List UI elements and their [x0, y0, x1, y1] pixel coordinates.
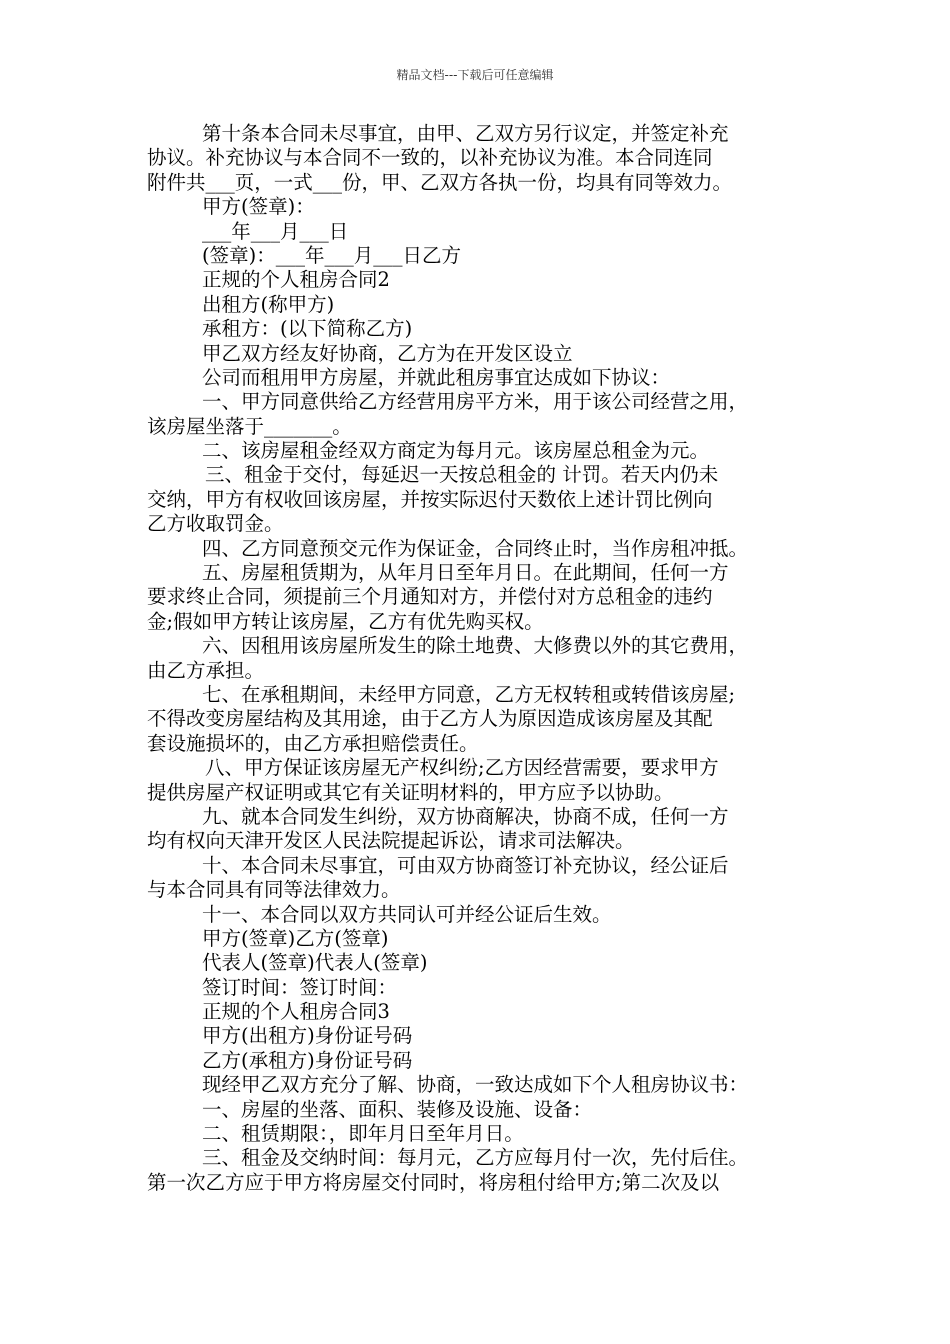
page-header: 精品文档---下载后可任意编辑: [396, 68, 554, 82]
text-line: 该房屋坐落于_______。: [147, 414, 352, 438]
text-line: 与本合同具有同等法律效力。: [147, 878, 401, 902]
text-line: 三、租金于交付，每延迟一天按总租金的 计罚。若天内仍未: [205, 463, 719, 487]
text-line: 五、房屋租赁期为，从年月日至年月日。在此期间，任何一方: [202, 561, 729, 585]
text-line: 三、租金及交纳时间：每月元，乙方应每月付一次，先付后住。: [202, 1146, 749, 1170]
text-line: 甲方(签章)：: [202, 195, 315, 219]
text-line: 代表人(签章)代表人(签章): [202, 951, 428, 975]
text-line: 甲乙双方经友好协商，乙方为在开发区设立: [202, 341, 573, 365]
text-line: 承租方：(以下简称乙方): [202, 317, 413, 341]
text-line: 一、房屋的坐落、面积、装修及设施、设备：: [202, 1097, 593, 1121]
text-line: 正规的个人租房合同2: [202, 268, 390, 292]
text-line: 一、甲方同意供给乙方经营用房平方米，用于该公司经营之用，: [202, 390, 749, 414]
text-line: 十一、本合同以双方共同认可并经公证后生效。: [202, 902, 612, 926]
text-line: 八、甲方保证该房屋无产权纠纷;乙方因经营需要，要求甲方: [205, 756, 719, 780]
text-line: 乙方收取罚金。: [147, 512, 284, 536]
text-line: 七、在承租期间，未经甲方同意，乙方无权转租或转借该房屋;: [202, 682, 736, 706]
text-line: 签订时间：签订时间：: [202, 975, 398, 999]
text-line: (签章)：___年___月___日乙方: [202, 243, 461, 267]
text-line: 套设施损坏的，由乙方承担赔偿责任。: [147, 731, 479, 755]
document-body: [147, 122, 815, 1195]
text-line: 甲方(签章)乙方(签章): [202, 926, 389, 950]
text-line: 九、就本合同发生纠纷，双方协商解决，协商不成，任何一方: [202, 804, 729, 828]
text-line: 交纳，甲方有权收回该房屋，并按实际迟付天数依上述计罚比例向: [147, 487, 713, 511]
text-line: 出租方(称甲方): [202, 292, 335, 316]
text-line: 第十条本合同未尽事宜，由甲、乙双方另行议定，并签定补充: [202, 122, 729, 145]
text-line: 附件共___页，一式___份，甲、乙双方各执一份，均具有同等效力。: [147, 170, 733, 194]
text-line: 金;假如甲方转让该房屋，乙方有优先购买权。: [147, 609, 544, 633]
text-line: 正规的个人租房合同3: [202, 1000, 390, 1024]
text-line: 第一次乙方应于甲方将房屋交付同时，将房租付给甲方;第二次及以: [147, 1170, 720, 1194]
text-line: 甲方(出租方)身份证号码: [202, 1024, 413, 1048]
text-line: 公司而租用甲方房屋，并就此租房事宜达成如下协议：: [202, 365, 671, 389]
text-line: 均有权向天津开发区人民法院提起诉讼，请求司法解决。: [147, 829, 635, 853]
text-line: 不得改变房屋结构及其用途，由于乙方人为原因造成该房屋及其配: [147, 707, 713, 731]
text-line: 六、因租用该房屋所发生的除土地费、大修费以外的其它费用，: [202, 634, 749, 658]
text-line: 要求终止合同，须提前三个月通知对方，并偿付对方总租金的违约: [147, 585, 713, 609]
text-line: 二、该房屋租金经双方商定为每月元。该房屋总租金为元。: [202, 439, 710, 463]
text-line: ___年___月___日: [202, 219, 349, 243]
text-line: 二、租赁期限：，即年月日至年月日。: [202, 1122, 524, 1146]
text-line: 现经甲乙双方充分了解、协商，一致达成如下个人租房协议书：: [202, 1073, 749, 1097]
text-line: 十、本合同未尽事宜，可由双方协商签订补充协议，经公证后: [202, 853, 729, 877]
text-line: 提供房屋产权证明或其它有关证明材料的，甲方应予以协助。: [147, 780, 674, 804]
text-line: 乙方(承租方)身份证号码: [202, 1048, 413, 1072]
text-line: 协议。补充协议与本合同不一致的，以补充协议为准。本合同连同: [147, 146, 713, 170]
text-line: 由乙方承担。: [147, 658, 265, 682]
text-line: 四、乙方同意预交元作为保证金，合同终止时，当作房租冲抵。: [202, 536, 749, 560]
